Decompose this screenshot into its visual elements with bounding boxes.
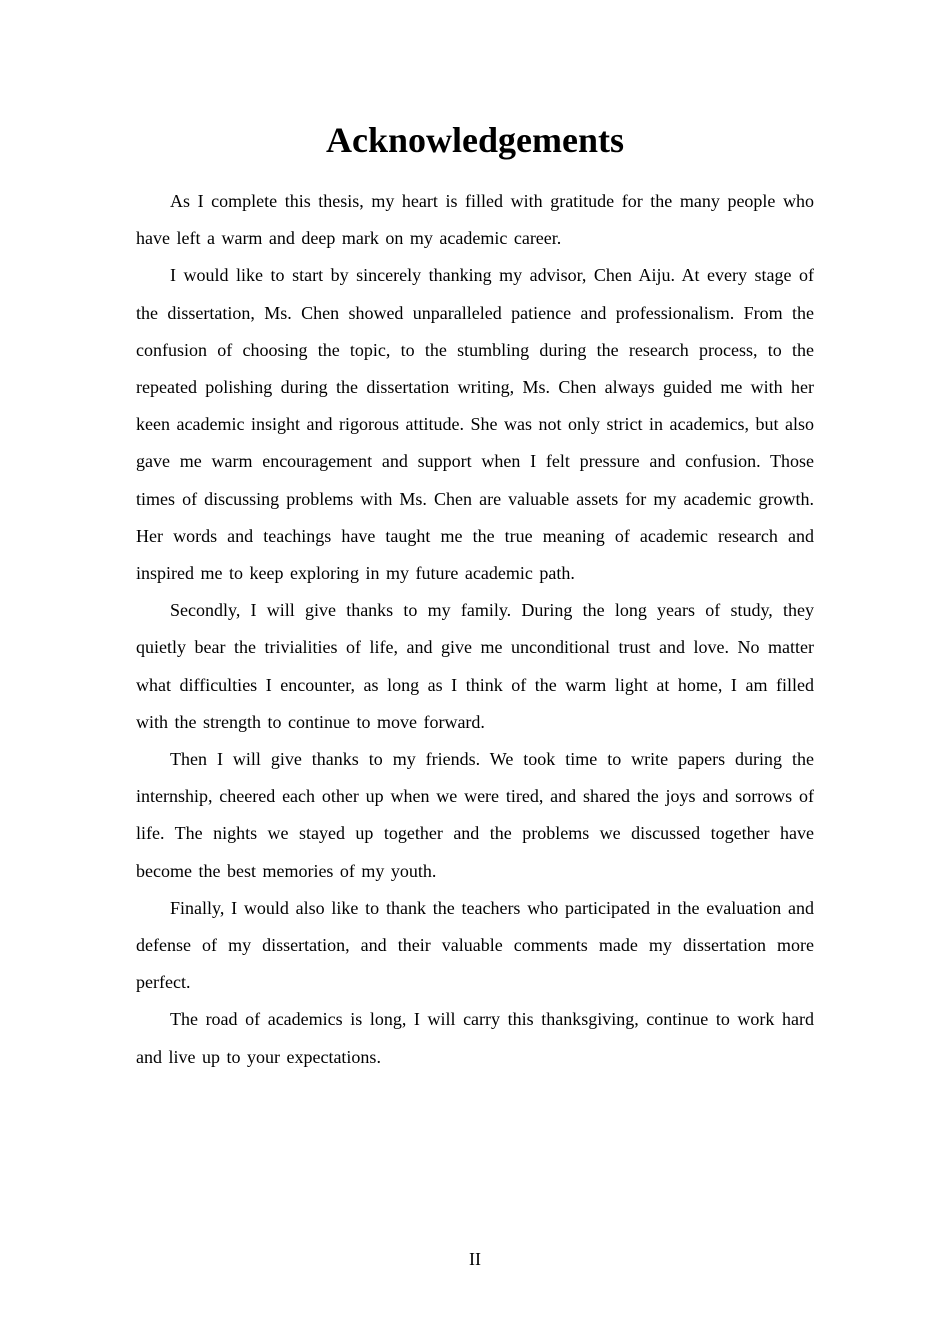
paragraph-advisor: I would like to start by sincerely thanking my advisor, Chen Aiju. At every stage of the dissertation, Ms. Chen showed unparalleled patience and professionalism. From the confusion of choosing the topic, to the stumbling during the research process, to the repeated polishing during the dissertation writing, Ms. Chen always guided me with her keen academic insight and rigorous attitude. She was not only strict in academics, but also gave me warm encouragement and support when I felt pressure and confusion. Those times of discussing problems with Ms. Chen are valuable assets for my academic growth. Her words and teachings have taught me the true meaning of academic research and inspired me to keep exploring in my future academic path. <box>136 265 814 584</box>
paragraph-teachers: Finally, I would also like to thank the teachers who participated in the evaluation and defense of my dissertation, and their valuable comments made my dissertation more perfect. <box>136 897 814 993</box>
paragraph-family: Secondly, I will give thanks to my family. During the long years of study, they quietly bear the trivialities of life, and give me unconditional trust and love. No matter what difficulties I encounter, as long as I think of the warm light at home, I am filled with the strength to continue to move forward. <box>136 600 814 732</box>
acknowledgements-body <box>136 183 814 1076</box>
page-number: II <box>469 1249 481 1269</box>
page-title: Acknowledgements <box>326 120 624 160</box>
paragraph-closing: The road of academics is long, I will carry this thanksgiving, continue to work hard and live up to your expectations. <box>136 1009 814 1067</box>
paragraph-friends: Then I will give thanks to my friends. We took time to write papers during the internship, cheered each other up when we were tired, and shared the joys and sorrows of life. The nights we stayed up together and the problems we discussed together have become the best memories of my youth. <box>136 749 814 881</box>
paragraph-intro: As I complete this thesis, my heart is filled with gratitude for the many people who have left a warm and deep mark on my academic career. <box>136 191 814 249</box>
